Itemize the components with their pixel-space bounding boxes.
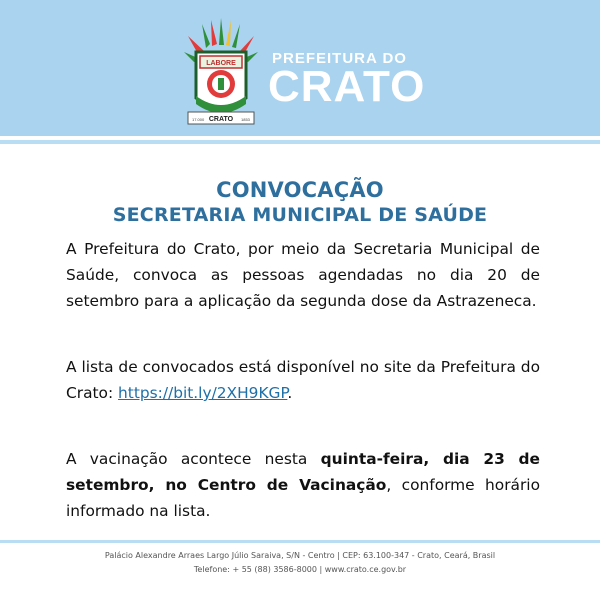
page-subtitle: SECRETARIA MUNICIPAL DE SAÚDE <box>112 204 488 226</box>
crato-crest-logo <box>184 18 258 128</box>
vaccination-date-location: quinta-feira, dia 23 de setembro, no Centro de Vacinação <box>66 450 540 494</box>
brand-title: CRATO <box>268 62 426 111</box>
paragraph-announcement: A Prefeitura do Crato, por meio da Secretaria Municipal de Saúde, convoca as pessoas agendadas no dia 20 de setembro para a aplicação da segunda dose da Astrazeneca. <box>66 240 540 310</box>
header-divider <box>0 140 600 144</box>
crest-motto: LABORE <box>206 60 236 67</box>
paragraph-list-info <box>66 354 540 406</box>
crest-city: CRATO <box>208 116 234 123</box>
convocation-list-link[interactable]: https://bit.ly/2XH9KGP <box>118 384 288 402</box>
footer-address: Palácio Alexandre Arraes Largo Júlio Saraiva, S/N - Centro | CEP: 63.100-347 - Crato, Ceará, Brasil <box>104 551 496 560</box>
crest-year-left: 17.000 <box>192 117 205 122</box>
footer-contact: Telefone: + 55 (88) 3586-8000 | www.crato.ce.gov.br <box>193 565 407 574</box>
crest-year-right: 1853 <box>241 117 250 122</box>
brand-subtitle: PREFEITURA DO <box>272 50 407 67</box>
vaccination-text-end: , conforme horário informado na lista. <box>66 476 540 520</box>
paragraph-vaccination-date <box>66 446 540 524</box>
list-info-text: A lista de convocados está disponível no site da Prefeitura do Crato: <box>66 358 540 402</box>
vaccination-text-start: A vacinação acontece nesta <box>66 450 321 468</box>
footer-divider <box>0 540 600 543</box>
list-info-end: . <box>287 384 293 402</box>
page-title: CONVOCAÇÃO <box>216 178 384 202</box>
